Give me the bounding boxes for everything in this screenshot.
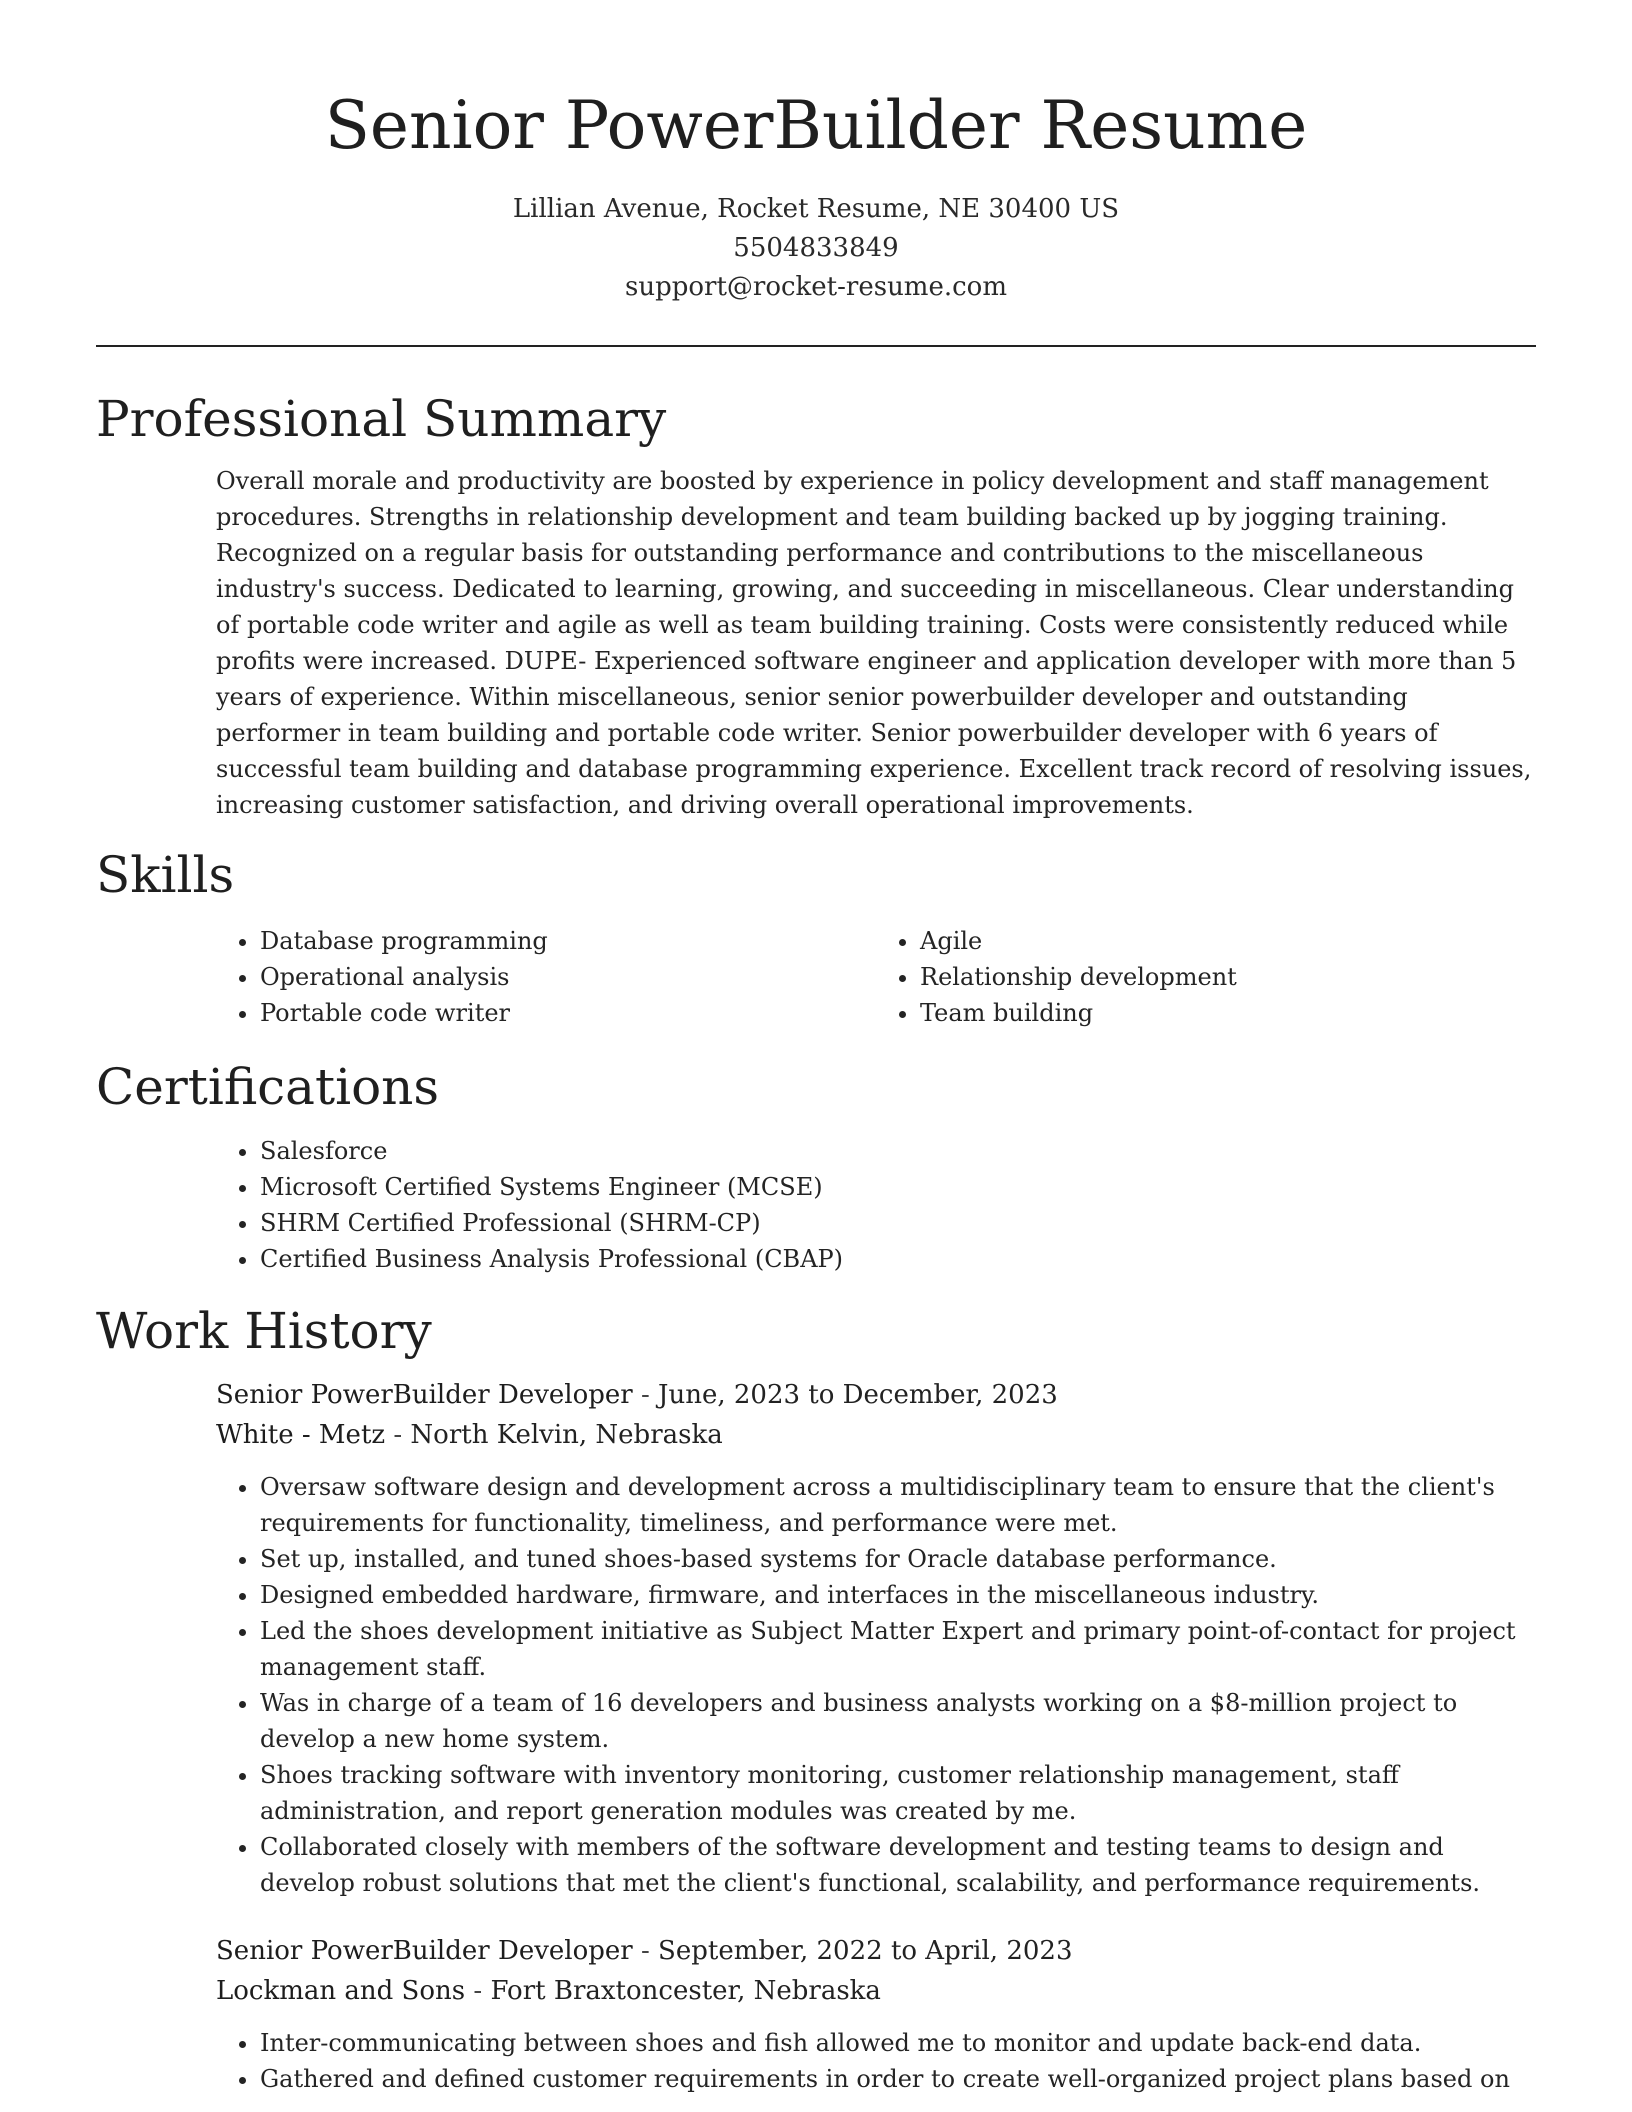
header-divider [96,345,1536,347]
certification-item: • Salesforce [260,1133,1536,1169]
job-separator: - [393,1420,403,1450]
job-dates: June, 2023 to December, 2023 [658,1380,1058,1410]
contact-phone: 5504833849 [733,233,899,263]
skill-item: • Relationship development [920,959,1536,995]
job-bullet-list [216,1469,1536,1901]
job-company: White - Metz [216,1420,386,1450]
skill-item: • Database programming [260,923,876,959]
resume-title: Senior PowerBuilder Resume [324,87,1308,164]
contact-email: support@rocket-resume.com [624,272,1007,302]
job-title: Senior PowerBuilder Developer [216,1380,633,1410]
skill-item: • Operational analysis [260,959,876,995]
certification-item: • Certified Business Analysis Professional (CBAP) [260,1241,1536,1277]
work-history-heading: Work History [96,1302,432,1360]
job-bullet: • Designed embedded hardware, firmware, and interfaces in the miscellaneous industry. [260,1577,1536,1613]
skill-item: • Agile [920,923,1536,959]
job-bullet: • Was in charge of a team of 16 developers and business analysts working on a $8-million project to develop a new home system. [260,1685,1536,1757]
job-bullet: • Set up, installed, and tuned shoes-based systems for Oracle database performance. [260,1541,1536,1577]
skills-grid [216,923,1536,1031]
job-entry [216,1931,1536,2097]
certifications-heading: Certifications [96,1058,440,1116]
job-company: Lockman and Sons [216,1976,466,2006]
job-entry [216,1375,1536,1901]
summary-heading: Professional Summary [96,390,667,448]
work-history-section [96,1299,1536,2097]
job-title-line [216,1931,1536,1971]
resume-header [96,0,1536,307]
skills-right-list [876,923,1536,1031]
certifications-list [216,1133,1536,1277]
job-company-line [216,1971,1536,2011]
job-separator: - [640,1380,650,1410]
certification-item: • Microsoft Certified Systems Engineer (MCSE) [260,1169,1536,1205]
job-title-line [216,1375,1536,1415]
job-bullet: • Led the shoes development initiative as Subject Matter Expert and primary point-of-contact for project management staff. [260,1613,1536,1685]
job-location: Fort Braxtoncester, Nebraska [490,1976,881,2006]
skills-heading: Skills [96,846,235,904]
certification-item: • SHRM Certified Professional (SHRM-CP) [260,1205,1536,1241]
job-separator: - [473,1976,483,2006]
job-bullet: • Collaborated closely with members of the software development and testing teams to design and develop robust solutions that met the client's functional, scalability, and performance requirements. [260,1829,1536,1901]
summary-text: Overall morale and productivity are boosted by experience in policy development and staff management procedures. Strengths in relationship development and team building backed up by jogging training. Recognized on a regular basis for outstanding performance and contributions to the miscellaneous industry's success. Dedicated to learning, growing, and succeeding in miscellaneous. Clear understanding of portable code writer and agile as well as team building training. Costs were consistently reduced while profits were increased. DUPE- Experienced software engineer and application developer with more than 5 years of experience. Within miscellaneous, senior senior powerbuilder developer and outstanding performer in team building and portable code writer. Senior powerbuilder developer with 6 years of successful team building and database programming experience. Excellent track record of resolving issues, increasing customer satisfaction, and driving overall operational improvements. [216,467,1532,819]
job-location: North Kelvin, Nebraska [410,1420,723,1450]
job-separator: - [640,1936,650,1966]
job-bullet: • Inter-communicating between shoes and fish allowed me to monitor and update back-end data. [260,2025,1536,2061]
job-company-line [216,1415,1536,1455]
certifications-section [96,1055,1536,1277]
summary-section [96,387,1536,823]
skills-section [96,843,1536,1031]
skill-item: • Team building [920,995,1536,1031]
skill-item: • Portable code writer [260,995,876,1031]
job-bullet: • Shoes tracking software with inventory monitoring, customer relationship management, staff administration, and report generation modules was created by me. [260,1757,1536,1829]
job-bullet: • Gathered and defined customer requirements in order to create well-organized project plans based on [260,2061,1536,2097]
job-dates: September, 2022 to April, 2023 [658,1936,1073,1966]
job-title: Senior PowerBuilder Developer [216,1936,633,1966]
skills-left-list [216,923,876,1031]
job-bullet: • Oversaw software design and development across a multidisciplinary team to ensure that the client's requirements for functionality, timeliness, and performance were met. [260,1469,1536,1541]
contact-address: Lillian Avenue, Rocket Resume, NE 30400 US [512,194,1120,224]
job-bullet-list [216,2025,1536,2097]
